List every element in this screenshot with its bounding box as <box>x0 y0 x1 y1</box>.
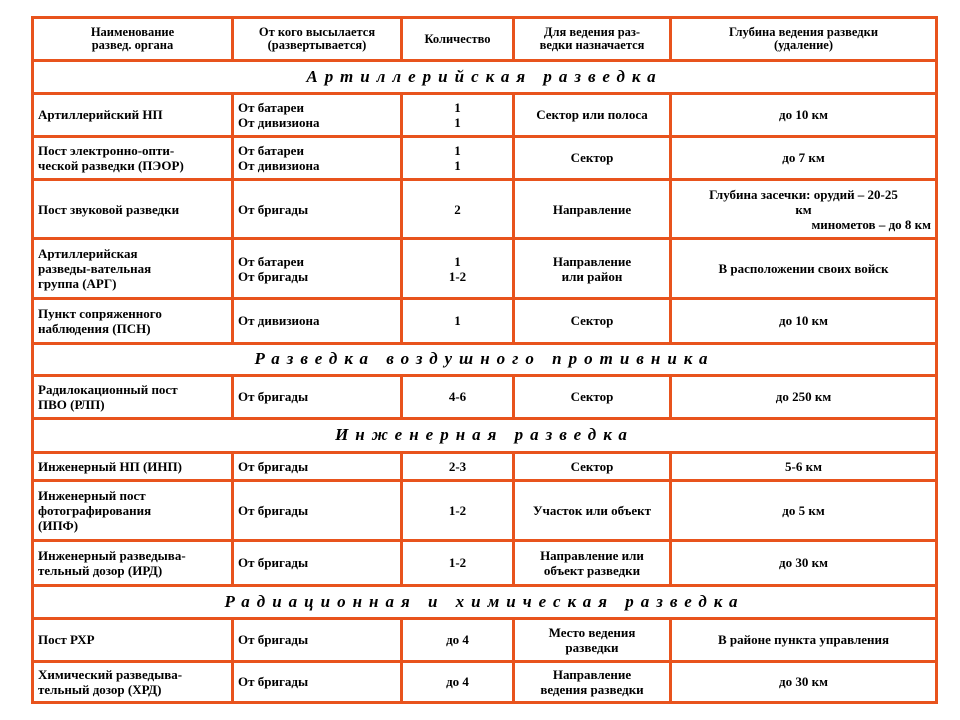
header-from: От кого высылается (развертывается) <box>233 18 402 61</box>
cell-from: От бригады <box>233 375 402 418</box>
cell-qty: 1 1-2 <box>402 239 514 298</box>
cell-name: Радилокационный пост ПВО (РЛП) <box>33 375 233 418</box>
section-title-artillery: Артиллерийская разведка <box>33 61 937 94</box>
table-row-peor <box>33 136 937 179</box>
cell-qty: до 4 <box>402 661 514 702</box>
cell-purpose: Направление или объект разведки <box>514 540 671 585</box>
table-row-arg <box>33 239 937 298</box>
cell-name: Артиллерийский НП <box>33 93 233 136</box>
table-row-ipf <box>33 481 937 540</box>
reconnaissance-table <box>31 16 938 704</box>
cell-name: Пост РХР <box>33 618 233 661</box>
cell-qty: 1 1 <box>402 136 514 179</box>
cell-from: От бригады <box>233 180 402 239</box>
table-row-inp <box>33 452 937 481</box>
cell-from: От батареи От дивизиона <box>233 136 402 179</box>
section-title-engineer: Инженерная разведка <box>33 418 937 452</box>
cell-depth: В районе пункта управления <box>671 618 937 661</box>
cell-qty: до 4 <box>402 618 514 661</box>
cell-qty: 1-2 <box>402 481 514 540</box>
cell-qty: 4-6 <box>402 375 514 418</box>
cell-qty: 1-2 <box>402 540 514 585</box>
header-name: Наименование развед. органа <box>33 18 233 61</box>
cell-depth: до 10 км <box>671 298 937 343</box>
section-row-engineer <box>33 418 937 452</box>
cell-name: Пост электронно-опти- ческой разведки (ПЭОР) <box>33 136 233 179</box>
cell-qty: 1 1 <box>402 93 514 136</box>
section-title-rchem: Радиационная и химическая разведка <box>33 586 937 619</box>
cell-depth: до 10 км <box>671 93 937 136</box>
table-row-hrd <box>33 661 937 702</box>
table-row-psn <box>33 298 937 343</box>
table-row-anp <box>33 93 937 136</box>
cell-name: Пункт сопряженного наблюдения (ПСН) <box>33 298 233 343</box>
header-purpose: Для ведения раз- ведки назначается <box>514 18 671 61</box>
cell-from: От батареи От бригады <box>233 239 402 298</box>
header-depth: Глубина ведения разведки (удаление) <box>671 18 937 61</box>
cell-qty: 2 <box>402 180 514 239</box>
cell-depth: Глубина засечки: орудий – 20-25 км минометов – до 8 км <box>671 180 937 239</box>
cell-purpose: Участок или объект <box>514 481 671 540</box>
cell-from: От батареи От дивизиона <box>233 93 402 136</box>
cell-purpose: Направление или район <box>514 239 671 298</box>
cell-from: От бригады <box>233 481 402 540</box>
cell-name: Инженерный НП (ИНП) <box>33 452 233 481</box>
section-row-rchem <box>33 586 937 619</box>
cell-purpose: Направление <box>514 180 671 239</box>
cell-depth: 5-6 км <box>671 452 937 481</box>
header-row <box>33 18 937 61</box>
cell-from: От бригады <box>233 452 402 481</box>
cell-from: От бригады <box>233 618 402 661</box>
cell-qty: 2-3 <box>402 452 514 481</box>
cell-depth: до 7 км <box>671 136 937 179</box>
table-row-rlp <box>33 375 937 418</box>
table-row-rhr <box>33 618 937 661</box>
cell-from: От дивизиона <box>233 298 402 343</box>
cell-depth: до 30 км <box>671 540 937 585</box>
cell-purpose: Сектор <box>514 375 671 418</box>
section-title-air: Разведка воздушного противника <box>33 344 937 376</box>
cell-name: Инженерный разведыва- тельный дозор (ИРД) <box>33 540 233 585</box>
cell-name: Артиллерийская разведы-вательная группа (АРГ) <box>33 239 233 298</box>
cell-purpose: Направление ведения разведки <box>514 661 671 702</box>
cell-purpose: Сектор <box>514 136 671 179</box>
cell-from: От бригады <box>233 540 402 585</box>
section-row-air <box>33 344 937 376</box>
cell-name: Химический разведыва- тельный дозор (ХРД) <box>33 661 233 702</box>
cell-purpose: Сектор или полоса <box>514 93 671 136</box>
cell-purpose: Место ведения разведки <box>514 618 671 661</box>
cell-depth: до 30 км <box>671 661 937 702</box>
cell-name: Пост звуковой разведки <box>33 180 233 239</box>
cell-purpose: Сектор <box>514 298 671 343</box>
section-row-artillery <box>33 61 937 94</box>
header-qty: Количество <box>402 18 514 61</box>
cell-depth: В расположении своих войск <box>671 239 937 298</box>
cell-name: Инженерный пост фотографирования (ИПФ) <box>33 481 233 540</box>
cell-depth: до 5 км <box>671 481 937 540</box>
cell-purpose: Сектор <box>514 452 671 481</box>
table-row-ird <box>33 540 937 585</box>
cell-from: От бригады <box>233 661 402 702</box>
cell-depth: до 250 км <box>671 375 937 418</box>
table-row-sound <box>33 180 937 239</box>
cell-qty: 1 <box>402 298 514 343</box>
